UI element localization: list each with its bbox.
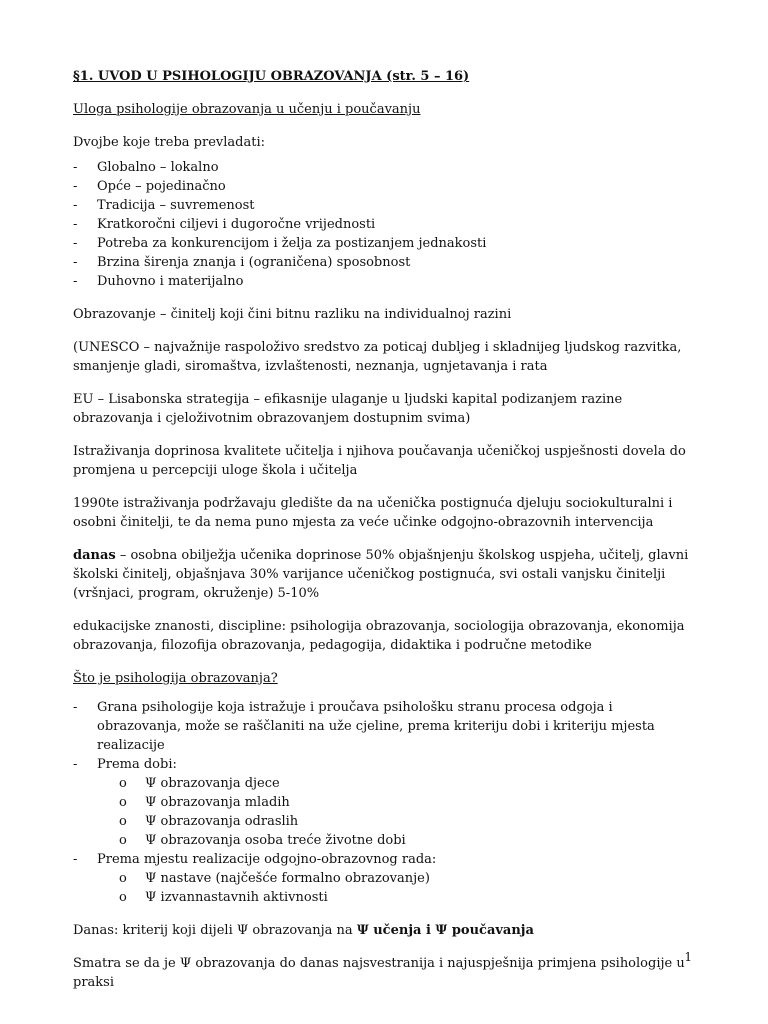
- dash-marker: -: [73, 274, 78, 289]
- paragraph-danas: danas – osobna obilježja učenika doprinose 50% objašnjenju školskog uspjeha, učitelj, glavni školski činitelj, objašnjava 30% varijance učeničkog postignuća, svi ostali vanjsku činitelji (vršnjaci, program, okruženje) 5-10%: [73, 548, 689, 601]
- dvojbe-intro: Dvojbe koje treba prevladati:: [73, 135, 265, 150]
- dash-marker: -: [73, 757, 78, 772]
- circle-marker: o: [119, 871, 127, 886]
- dash-marker: -: [73, 198, 78, 213]
- dash-marker: -: [73, 255, 78, 270]
- paragraph-eu: EU – Lisabonska strategija – efikasnije ulaganje u ljudski kapital podizanjem razine obrazovanja i cjeloživotnim obrazovanjem dostupnim svima): [73, 392, 623, 426]
- mjesto-sublist: [97, 869, 698, 907]
- subheading-sto: Što je psihologija obrazovanja?: [73, 671, 278, 686]
- list-item: - Opće – pojedinačno: [73, 179, 226, 194]
- dob-sublist: [97, 774, 698, 850]
- paragraph-obrazovanje: Obrazovanje – činitelj koji čini bitnu razliku na individualnoj razini: [73, 307, 512, 322]
- danas-bold: danas: [73, 548, 116, 563]
- section-heading: §1. UVOD U PSIHOLOGIJU OBRAZOVANJA (str. 5 – 16): [73, 69, 470, 84]
- paragraph-smatra: Smatra se da je Ψ obrazovanja do danas najsvestranija i najuspješnija primjena psihologije u praksi: [73, 956, 685, 990]
- paragraph-edukacijske: edukacijske znanosti, discipline: psihologija obrazovanja, sociologija obrazovanja, ekonomija obrazovanja, filozofija obrazovanja, pedagogija, didaktika i područne metodike: [73, 619, 685, 653]
- list-item: - Tradicija – suvremenost: [73, 198, 255, 213]
- dvojbe-list: [73, 158, 698, 291]
- list-item: - Brzina širenja znanja i (ograničena) sposobnost: [73, 255, 411, 270]
- sublist-item: o Ψ obrazovanja mladih: [119, 795, 290, 810]
- sublist-item: o Ψ obrazovanja osoba treće životne dobi: [119, 833, 406, 848]
- list-item: - Duhovno i materijalno: [73, 274, 244, 289]
- sublist-item: o Ψ izvannastavnih aktivnosti: [119, 890, 328, 905]
- list-item: - Grana psihologije koja istražuje i proučava psihološku stranu procesa odgoja i obrazovanja, može se raščlaniti na uže cjeline, prema kriteriju dobi i kriteriju mjesta realizacije: [73, 700, 655, 753]
- kriterij-bold: Ψ učenja i Ψ poučavanja: [356, 923, 534, 938]
- circle-marker: o: [119, 776, 127, 791]
- sublist-item: o Ψ obrazovanja djece: [119, 776, 280, 791]
- circle-marker: o: [119, 890, 127, 905]
- sublist-item: o Ψ obrazovanja odraslih: [119, 814, 299, 829]
- dash-marker: -: [73, 160, 78, 175]
- sto-list: [73, 698, 698, 907]
- subheading-uloga: Uloga psihologije obrazovanja u učenju i poučavanju: [73, 102, 421, 117]
- circle-marker: o: [119, 833, 127, 848]
- dash-marker: -: [73, 217, 78, 232]
- dash-marker: -: [73, 179, 78, 194]
- dash-marker: -: [73, 852, 78, 867]
- circle-marker: o: [119, 795, 127, 810]
- paragraph-kriterij: Danas: kriterij koji dijeli Ψ obrazovanja na Ψ učenja i Ψ poučavanja: [73, 923, 534, 938]
- list-item: - Potreba za konkurencijom i želja za postizanjem jednakosti: [73, 236, 487, 251]
- paragraph-unesco: (UNESCO – najvažnije raspoloživo sredstvo za poticaj dubljeg i skladnijeg ljudskog razvitka, smanjenje gladi, siromaštva, izvlaštenosti, neznanja, ugnjetavanja i rata: [73, 340, 682, 374]
- dash-marker: -: [73, 700, 78, 715]
- paragraph-istrazivanja: Istraživanja doprinosa kvalitete učitelja i njihova poučavanja učeničkoj uspješnosti dovela do promjena u percepciji uloge škola i učitelja: [73, 444, 686, 478]
- list-item: - Prema dobi: o Ψ obrazovanja djece o Ψ obrazovanja mladih o Ψ obrazovanja odraslih o Ψ obrazovanja osoba treće životne dobi: [73, 755, 698, 850]
- dash-marker: -: [73, 236, 78, 251]
- page-number: 1: [684, 950, 692, 964]
- list-item: - Prema mjestu realizacije odgojno-obrazovnog rada: o Ψ nastave (najčešće formalno obrazovanje) o Ψ izvannastavnih aktivnosti: [73, 850, 698, 907]
- sublist-item: o Ψ nastave (najčešće formalno obrazovanje): [119, 871, 430, 886]
- paragraph-1990: 1990te istraživanja podržavaju gledište da na učenička postignuća djeluju sociokulturalni i osobni činitelji, te da nema puno mjesta za veće učinke odgojno-obrazovnih intervencija: [73, 496, 673, 530]
- list-item: - Globalno – lokalno: [73, 160, 219, 175]
- circle-marker: o: [119, 814, 127, 829]
- document-page: [73, 67, 698, 1006]
- list-item: - Kratkoročni ciljevi i dugoročne vrijednosti: [73, 217, 376, 232]
